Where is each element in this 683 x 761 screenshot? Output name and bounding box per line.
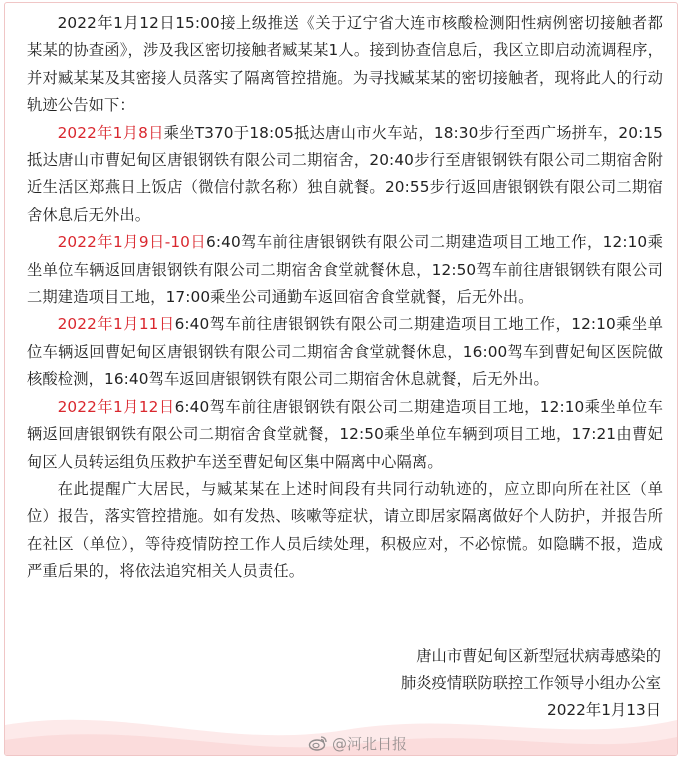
watermark — [308, 732, 407, 754]
entry-text: 乘坐T370于18:05抵达唐山市火车站，18:30步行至西广场拼车，20:15抵达唐山市曹妃甸区唐银钢铁有限公司二期宿舍，20:40步行至唐银钢铁有限公司二期宿舍附近生活区郑燕日上饭店（微信付款名称）独自就餐。20:55步行返回唐银钢铁有限公司二期宿舍休息后无外出。 — [27, 123, 664, 224]
entry-text: 6:40驾车前往唐银钢铁有限公司二期建造项目工地工作，12:10乘坐单位车辆返回唐银钢铁有限公司二期宿舍食堂就餐休息，12:50驾车前往唐银钢铁有限公司二期建造项目工地，17:00乘坐公司通勤车返回宿舍食堂就餐，后无外出。 — [27, 233, 663, 307]
watermark-text: @河北日报 — [332, 734, 408, 753]
signature-line-1: 唐山市曹妃甸区新型冠状病毒感染的 — [416, 647, 661, 665]
itinerary-entry-jan-12 — [27, 394, 663, 476]
itinerary-entry-jan-8 — [27, 120, 663, 230]
itinerary-entry-jan-9-10 — [27, 229, 663, 311]
weibo-icon — [308, 734, 328, 752]
entry-text: 6:40驾车前往唐银钢铁有限公司二期建造项目工地，12:10乘坐单位车辆返回唐银钢铁有限公司二期宿舍食堂就餐，12:50乘坐单位车辆到项目工地，17:21由曹妃甸区人员转运组负压救护车送至曹妃甸区集中隔离中心隔离。 — [27, 397, 663, 471]
entry-date: 2022年1月12日 — [57, 397, 175, 416]
reminder-paragraph: 在此提醒广大居民，与臧某某在上述时间段有共同行动轨迹的，应立即向所在社区（单位）报告，落实管控措施。如有发热、咳嗽等症状，请立即居家隔离做好个人防护，并报告所在社区（单位），等待疫情防控工作人员后续处理，积极应对，不必惊慌。如隐瞒不报，造成严重后果的，将依法追究相关人员责任。 — [27, 479, 663, 581]
entry-text: 6:40驾车前往唐银钢铁有限公司二期建造项目工地工作，12:10乘坐单位车辆返回曹妃甸区唐银钢铁有限公司二期宿舍食堂就餐休息，16:00驾车到曹妃甸区医院做核酸检测，16:40驾车返回唐银钢铁有限公司二期宿舍休息就餐，后无外出。 — [27, 315, 663, 389]
signature-block — [401, 643, 661, 724]
entry-date: 2022年1月9日-10日 — [57, 233, 207, 252]
signature-line-2: 肺炎疫情联防联控工作领导小组办公室 — [400, 674, 661, 692]
entry-date: 2022年1月11日 — [57, 315, 175, 334]
signature-date: 2022年1月13日 — [546, 701, 661, 719]
entry-date: 2022年1月8日 — [57, 123, 164, 142]
notice-body — [27, 10, 663, 586]
intro-paragraph: 2022年1月12日15:00接上级推送《关于辽宁省大连市核酸检测阳性病例密切接触者都某某的协查函》，涉及我区密切接触者臧某某1人。接到协查信息后，我区立即启动流调程序，并对臧某某及其密接人员落实了隔离管控措施。为寻找臧某某的密切接触者，现将此人的行动轨迹公告如下： — [27, 14, 663, 115]
itinerary-entry-jan-11 — [27, 311, 663, 393]
notice-frame — [4, 2, 678, 756]
